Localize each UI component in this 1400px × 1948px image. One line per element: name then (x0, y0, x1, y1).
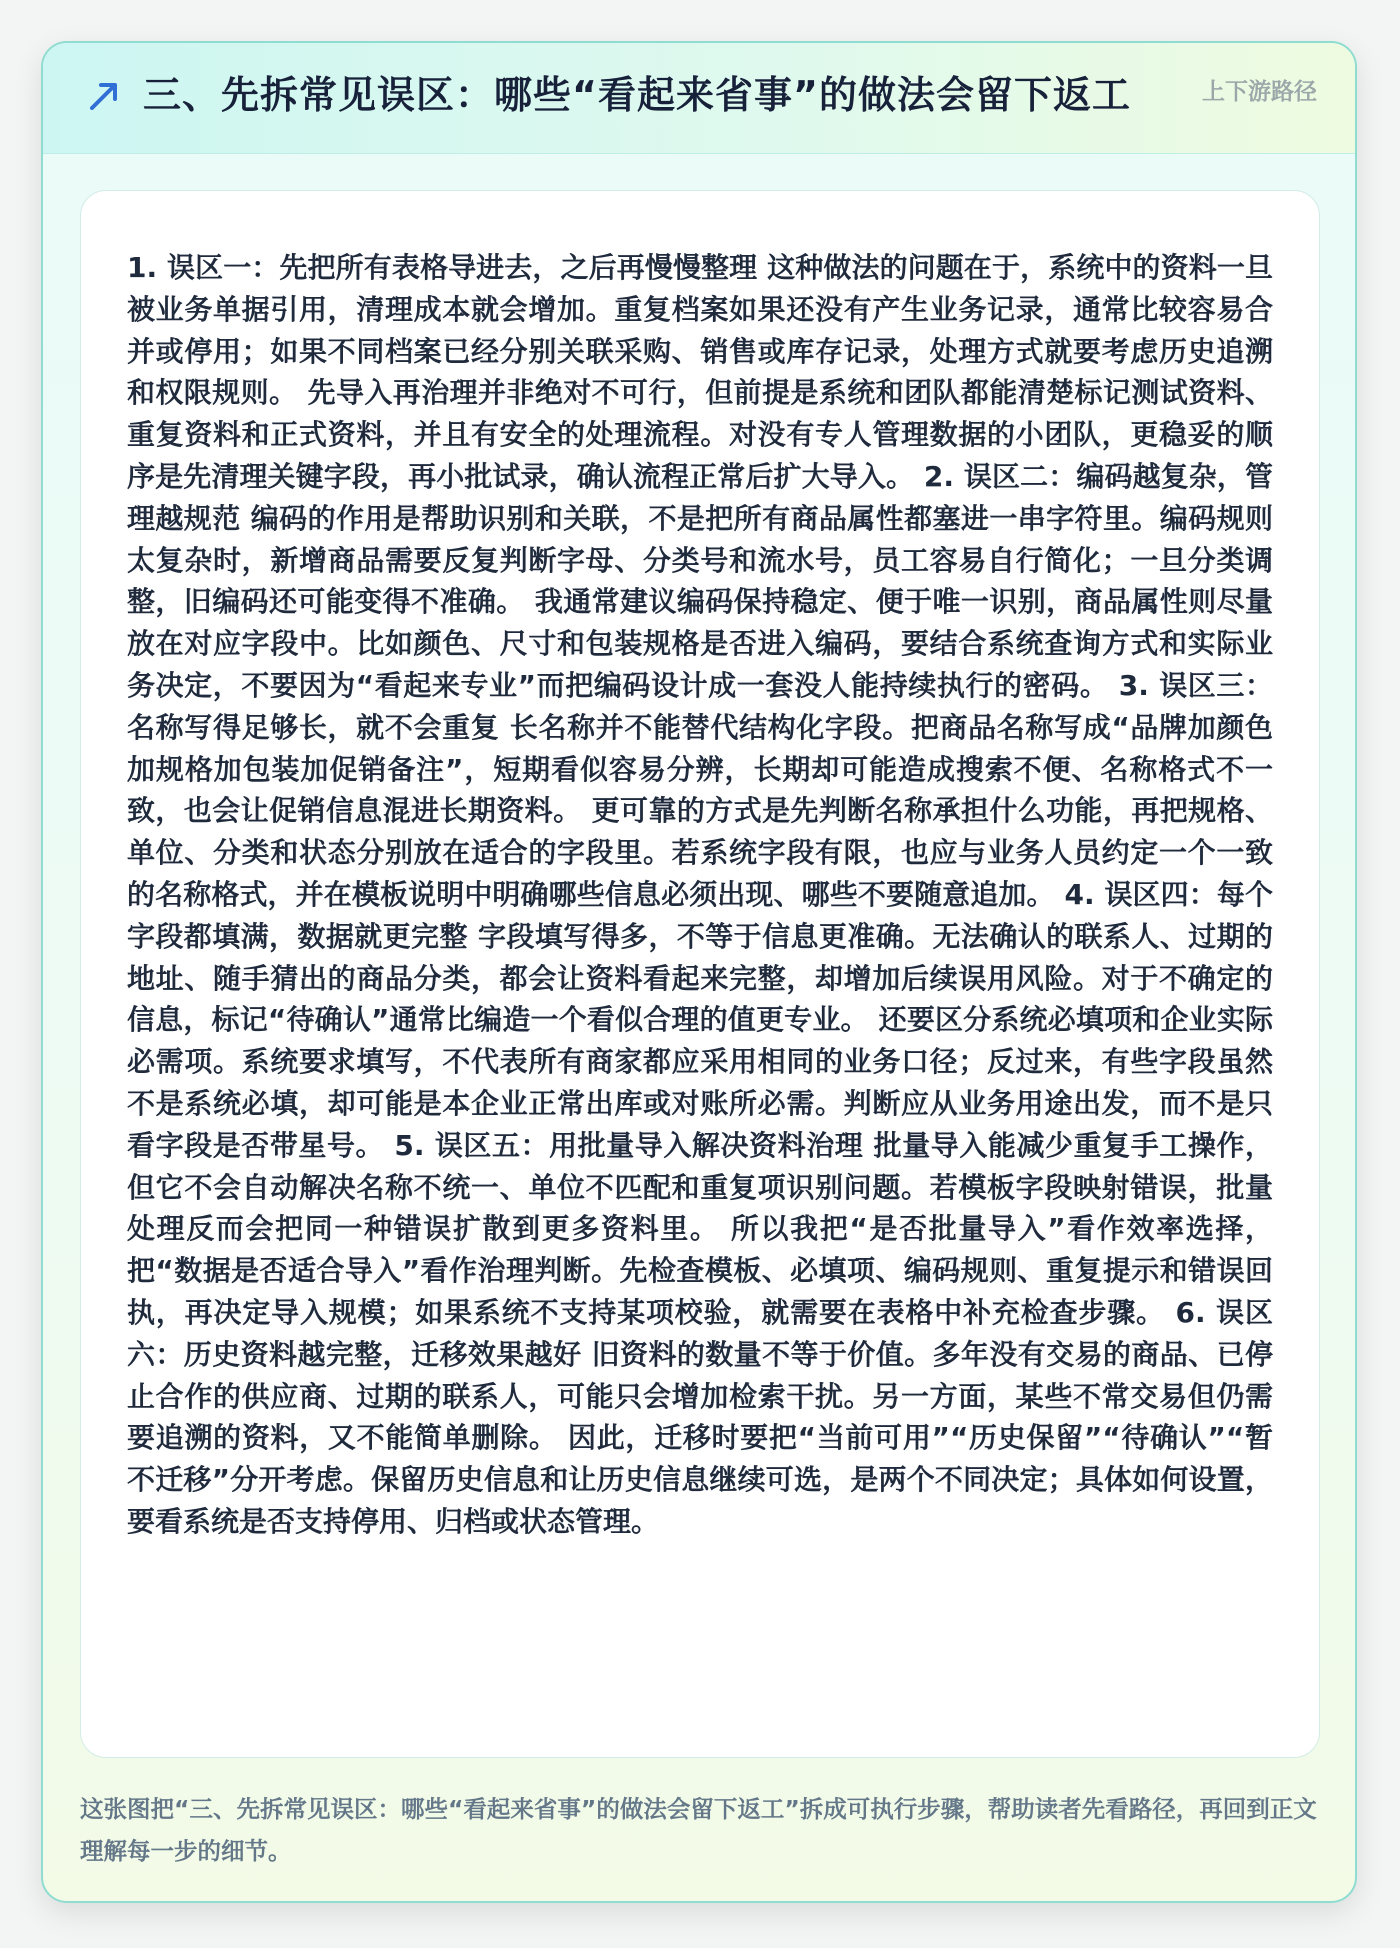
section-tag: 上下游路径 (1202, 79, 1317, 105)
content-panel (80, 190, 1320, 1758)
card-header (43, 43, 1355, 154)
article-card (41, 41, 1357, 1903)
trend-arrow-icon (87, 79, 121, 113)
article-body: 1. 误区一：先把所有表格导进去，之后再慢慢整理 这种做法的问题在于，系统中的资料一旦被业务单据引用，清理成本就会增加。重复档案如果还没有产生业务记录，通常比较容易合并或停用；如果不同档案已经分别关联采购、销售或库存记录，处理方式就要考虑历史追溯和权限规则。 先导入再治理并非绝对不可行，但前提是系统和团队都能清楚标记测试资料、重复资料和正式资料，并且有安全的处理流程。对没有专人管理数据的小团队，更稳妥的顺序是先清理关键字段，再小批试录，确认流程正常后扩大导入。 2. 误区二：编码越复杂，管理越规范 编码的作用是帮助识别和关联，不是把所有商品属性都塞进一串字符里。编码规则太复杂时，新增商品需要反复判断字母、分类号和流水号，员工容易自行简化；一旦分类调整，旧编码还可能变得不准确。 我通常建议编码保持稳定、便于唯一识别，商品属性则尽量放在对应字段中。比如颜色、尺寸和包装规格是否进入编码，要结合系统查询方式和实际业务决定，不要因为“看起来专业”而把编码设计成一套没人能持续执行的密码。 3. 误区三：名称写得足够长，就不会重复 长名称并不能替代结构化字段。把商品名称写成“品牌加颜色加规格加包装加促销备注”，短期看似容易分辨，长期却可能造成搜索不便、名称格式不一致，也会让促销信息混进长期资料。 更可靠的方式是先判断名称承担什么功能，再把规格、单位、分类和状态分别放在适合的字段里。若系统字段有限，也应与业务人员约定一个一致的名称格式，并在模板说明中明确哪些信息必须出现、哪些不要随意追加。 4. 误区四：每个字段都填满，数据就更完整 字段填写得多，不等于信息更准确。无法确认的联系人、过期的地址、随手猜出的商品分类，都会让资料看起来完整，却增加后续误用风险。对于不确定的信息，标记“待确认”通常比编造一个看似合理的值更专业。 还要区分系统必填项和企业实际必需项。系统要求填写，不代表所有商家都应采用相同的业务口径；反过来，有些字段虽然不是系统必填，却可能是本企业正常出库或对账所必需。判断应从业务用途出发，而不是只看字段是否带星号。 5. 误区五：用批量导入解决资料治理 批量导入能减少重复手工操作，但它不会自动解决名称不统一、单位不匹配和重复项识别问题。若模板字段映射错误，批量处理反而会把同一种错误扩散到更多资料里。 所以我把“是否批量导入”看作效率选择，把“数据是否适合导入”看作治理判断。先检查模板、必填项、编码规则、重复提示和错误回执，再决定导入规模；如果系统不支持某项校验，就需要在表格中补充检查步骤。 6. 误区六：历史资料越完整，迁移效果越好 旧资料的数量不等于价值。多年没有交易的商品、已停止合作的供应商、过期的联系人，可能只会增加检索干扰。另一方面，某些不常交易但仍需要追溯的资料，又不能简单删除。 因此，迁移时要把“当前可用”“历史保留”“待确认”“暂不迁移”分开考虑。保留历史信息和让历史信息继续可选，是两个不同决定；具体如何设置，要看系统是否支持停用、归档或状态管理。 (127, 251, 1273, 1538)
figure-caption: 这张图把“三、先拆常见误区：哪些“看起来省事”的做法会留下返工”拆成可执行步骤，帮助读者先看路径，再回到正文理解每一步的细节。 (80, 1795, 1317, 1865)
section-title: 三、先拆常见误区：哪些“看起来省事”的做法会留下返工 (143, 73, 1131, 117)
